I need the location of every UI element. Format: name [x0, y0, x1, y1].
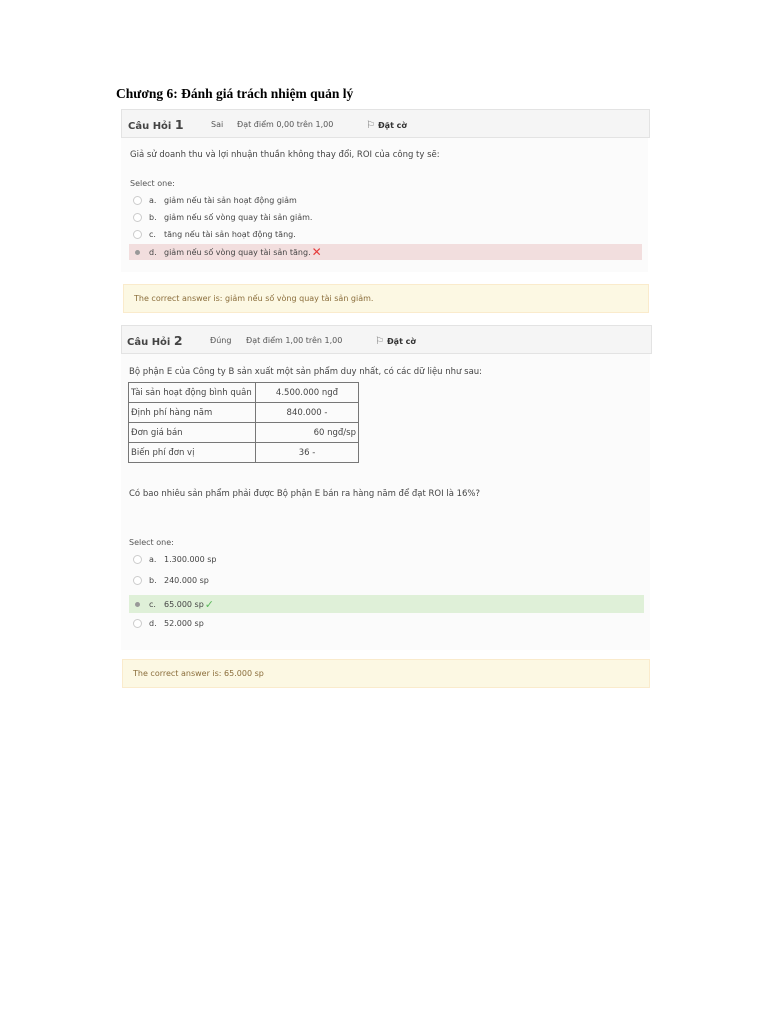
question-2-option-c[interactable]: [129, 595, 644, 613]
table-cell-value: 36 -: [256, 443, 359, 463]
option-letter: b.: [149, 212, 157, 222]
question-2-number: 2: [173, 333, 183, 348]
radio-button[interactable]: [133, 213, 142, 222]
option-letter: a.: [149, 195, 157, 205]
document-title: Chương 6: Đánh giá trách nhiệm quản lý: [116, 86, 354, 101]
table-cell-value: 840.000 -: [256, 403, 359, 423]
option-letter: c.: [149, 599, 156, 609]
flag-icon: ⚐: [366, 120, 375, 131]
question-1-feedback: The correct answer is: giảm nếu số vòng quay tài sản giảm.: [123, 284, 649, 313]
option-text: 65.000 sp: [164, 599, 204, 609]
option-text: giảm nếu số vòng quay tài sản giảm.: [164, 212, 313, 222]
question-2-flag-button[interactable]: [375, 336, 416, 347]
table-cell-label: Định phí hàng năm: [129, 403, 256, 423]
option-letter: d.: [149, 247, 157, 257]
option-letter: c.: [149, 229, 156, 239]
question-1-number: 1: [174, 117, 184, 132]
question-2-name: [127, 333, 183, 348]
radio-button[interactable]: [133, 196, 142, 205]
table-cell-label: Đơn giá bán: [129, 423, 256, 443]
question-2-label: Câu Hỏi: [127, 337, 171, 348]
question-1-option-b[interactable]: [129, 209, 639, 225]
radio-button[interactable]: [133, 230, 142, 239]
question-1-option-c[interactable]: [129, 226, 639, 242]
question-2-select-label: Select one:: [129, 538, 174, 547]
option-letter: b.: [149, 575, 157, 585]
radio-button[interactable]: [133, 555, 142, 564]
question-2-header: [121, 325, 652, 354]
table-cell-value: 4.500.000 ngđ: [256, 383, 359, 403]
question-1-name: [128, 117, 184, 132]
question-2-option-a[interactable]: [129, 551, 639, 567]
table-row: [129, 443, 359, 463]
table-row: [129, 423, 359, 443]
radio-button[interactable]: [133, 619, 142, 628]
question-1-select-label: Select one:: [130, 179, 175, 188]
question-1-flag-label: Đặt cờ: [377, 121, 407, 130]
option-text: 240.000 sp: [164, 575, 209, 585]
option-text: giảm nếu tài sản hoạt động giảm: [164, 195, 297, 205]
question-1-flag-button[interactable]: [366, 120, 407, 131]
question-1-option-a[interactable]: [129, 192, 639, 208]
question-2-option-d[interactable]: [129, 615, 639, 631]
option-text: giảm nếu số vòng quay tài sản tăng.: [164, 247, 311, 257]
question-2-state: Đúng: [210, 336, 232, 345]
data-table: [128, 382, 359, 463]
radio-button[interactable]: [133, 576, 142, 585]
table-cell-label: Biến phí đơn vị: [129, 443, 256, 463]
question-2-feedback: The correct answer is: 65.000 sp: [122, 659, 650, 688]
cross-icon: ✕: [311, 245, 322, 259]
question-2-text: Có bao nhiêu sản phẩm phải được Bộ phận E bán ra hàng năm để đạt ROI là 16%?: [129, 489, 481, 499]
check-icon: ✓: [204, 597, 214, 611]
table-cell-label: Tài sản hoạt động bình quân: [129, 383, 256, 403]
question-1-grade: Đạt điểm 0,00 trên 1,00: [237, 120, 334, 129]
radio-button-selected[interactable]: [135, 602, 140, 607]
question-2-grade: Đạt điểm 1,00 trên 1,00: [246, 336, 343, 345]
question-1-text: Giả sử doanh thu và lợi nhuận thuần không thay đổi, ROI của công ty sẽ:: [130, 150, 440, 160]
table-row: [129, 383, 359, 403]
question-1-option-d[interactable]: [129, 244, 642, 260]
question-2-option-b[interactable]: [129, 572, 639, 588]
option-text: 1.300.000 sp: [164, 554, 217, 564]
table-row: [129, 403, 359, 423]
question-2-intro: Bộ phận E của Công ty B sản xuất một sản phẩm duy nhất, có các dữ liệu như sau:: [129, 367, 483, 377]
question-2-flag-label: Đặt cờ: [386, 337, 416, 346]
question-1-state: Sai: [211, 120, 224, 129]
question-1-header: [121, 109, 650, 138]
flag-icon: ⚐: [375, 336, 384, 347]
radio-button-selected[interactable]: [135, 250, 140, 255]
option-text: tăng nếu tài sản hoạt động tăng.: [164, 229, 296, 239]
question-1-label: Câu Hỏi: [128, 121, 172, 132]
table-cell-value: 60 ngđ/sp: [256, 423, 359, 443]
option-text: 52.000 sp: [164, 618, 204, 628]
option-letter: a.: [149, 554, 157, 564]
option-letter: d.: [149, 618, 157, 628]
